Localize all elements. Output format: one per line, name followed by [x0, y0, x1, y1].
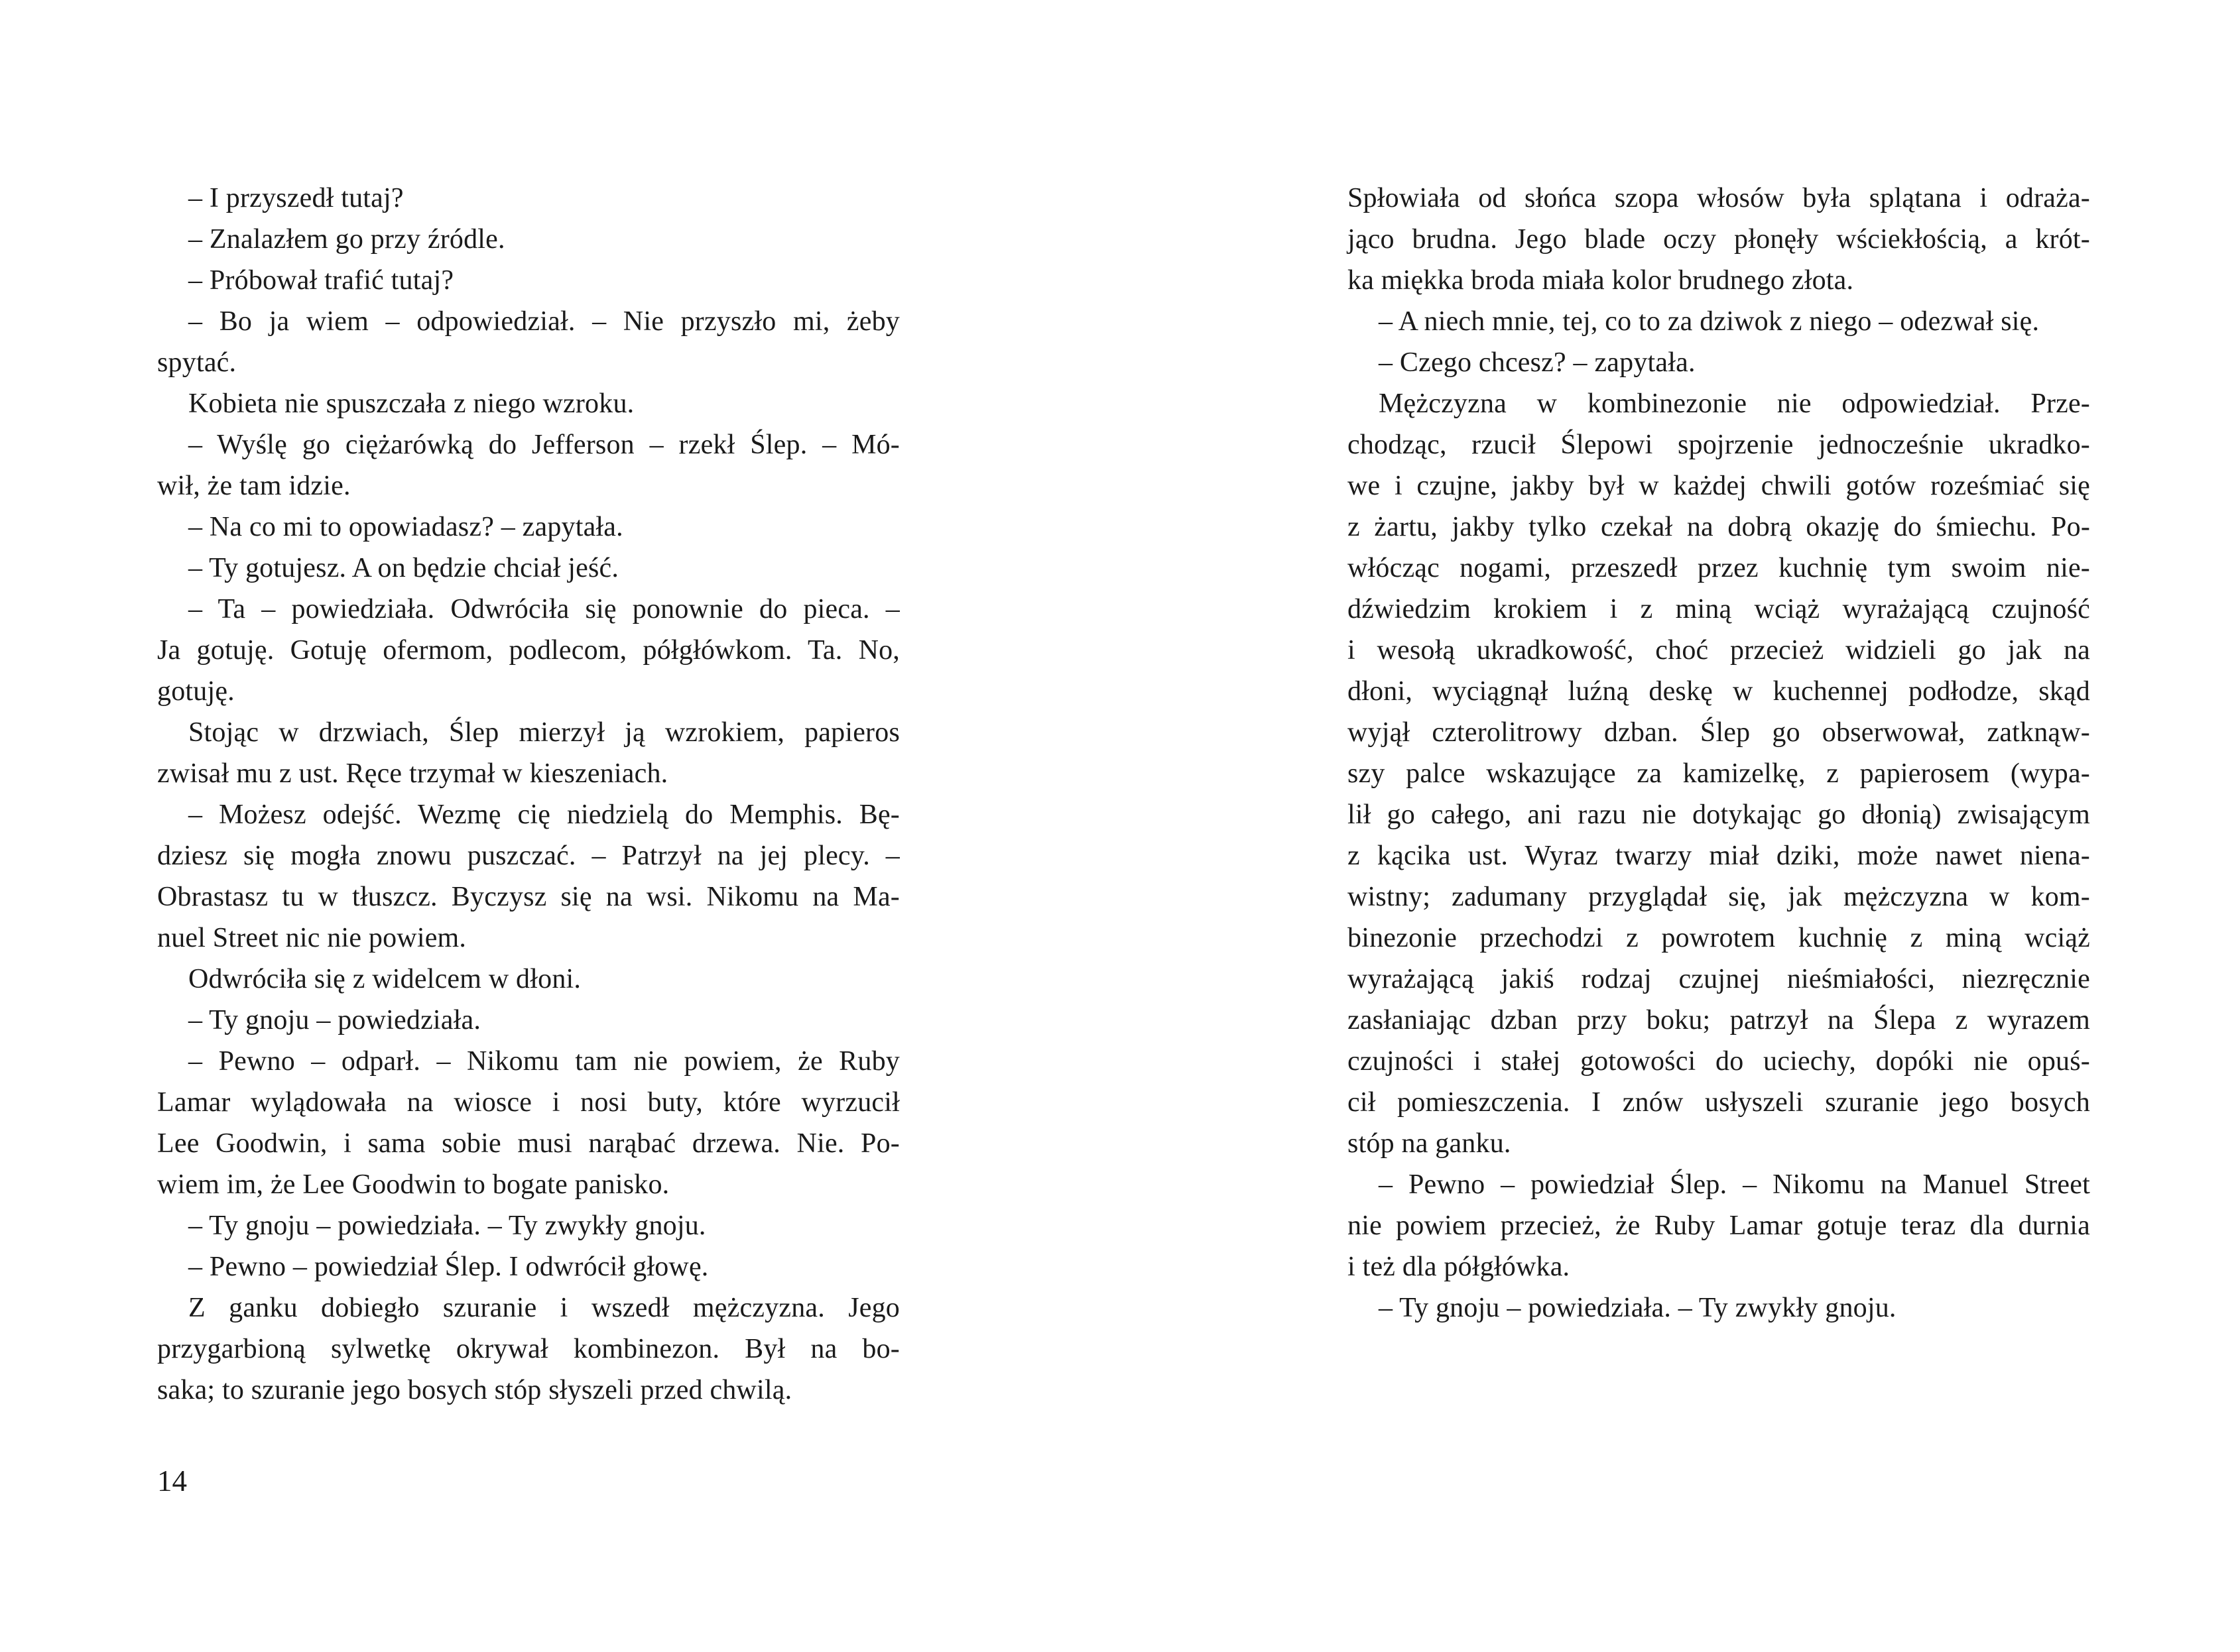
text-line	[157, 219, 900, 260]
text-line	[1347, 1000, 2090, 1041]
text-line-content: stóp na ganku.	[1347, 1128, 1511, 1159]
text-line-content: – Ta – powiedziała. Odwróciła się ponownie do pieca. –	[188, 594, 900, 624]
text-line	[157, 959, 900, 1000]
text-line	[1347, 959, 2090, 1000]
text-line	[1347, 1287, 2090, 1328]
text-line-content: lił go całego, ani razu nie dotykając go dłonią) zwisającym	[1347, 799, 2090, 830]
text-line-content: – Próbował trafić tutaj?	[188, 265, 454, 296]
text-line	[1347, 1041, 2090, 1082]
text-line-content: Lamar wylądowała na wiosce i nosi buty, które wyrzucił	[157, 1087, 900, 1118]
text-line	[157, 342, 900, 383]
text-line	[1347, 178, 2090, 219]
text-line	[1347, 1164, 2090, 1205]
text-line-content: włócząc nogami, przeszedł przez kuchnię tym swoim nie-	[1347, 553, 2090, 583]
text-line-content: – Bo ja wiem – odpowiedział. – Nie przyszło mi, żeby	[188, 306, 900, 337]
text-line	[157, 671, 900, 712]
text-line	[157, 465, 900, 506]
text-line-content: wyrażającą jakiś rodzaj czujnej nieśmiałości, niezręcznie	[1347, 964, 2090, 994]
text-line	[157, 1123, 900, 1164]
text-line	[157, 1041, 900, 1082]
text-line-content: – Ty gnoju – powiedziała. – Ty zwykły gnoju.	[188, 1210, 706, 1241]
text-line-content: – Możesz odejść. Wezmę cię niedzielą do Memphis. Bę-	[188, 799, 900, 830]
text-line-content: dłoni, wyciągnął luźną deskę w kuchennej podłodze, skąd	[1347, 676, 2090, 707]
text-line	[1347, 506, 2090, 548]
text-line	[1347, 1123, 2090, 1164]
page-number: 14	[157, 1464, 187, 1498]
text-line	[157, 178, 900, 219]
text-line	[157, 548, 900, 589]
text-line-content: nuel Street nic nie powiem.	[157, 923, 467, 953]
text-line-content: zasłaniając dzban przy boku; patrzył na Ślepa z wyrazem	[1347, 1005, 2090, 1035]
text-line	[157, 1082, 900, 1123]
text-line	[157, 753, 900, 794]
text-line	[1347, 671, 2090, 712]
text-line	[157, 301, 900, 342]
text-line	[157, 589, 900, 630]
text-line	[157, 1370, 900, 1411]
text-line	[1347, 835, 2090, 876]
text-line-content: – Ty gnoju – powiedziała. – Ty zwykły gnoju.	[1379, 1293, 1897, 1323]
text-line	[157, 1000, 900, 1041]
text-line	[157, 383, 900, 424]
text-line-content: – Ty gnoju – powiedziała.	[188, 1005, 481, 1035]
text-line-content: Mężczyzna w kombinezonie nie odpowiedział. Prze-	[1379, 388, 2090, 419]
text-line	[157, 1287, 900, 1328]
text-line-content: – Wyślę go ciężarówką do Jefferson – rzekł Ślep. – Mó-	[188, 430, 900, 460]
text-line-content: – Pewno – odparł. – Nikomu tam nie powiem, że Ruby	[188, 1046, 900, 1077]
text-line	[1347, 876, 2090, 917]
text-line-content: szy palce wskazujące za kamizelkę, z papierosem (wypa-	[1347, 758, 2090, 789]
text-line	[157, 917, 900, 959]
text-line-content: chodząc, rzucił Ślepowi spojrzenie jednocześnie ukradko-	[1347, 430, 2090, 460]
text-line	[1347, 301, 2090, 342]
text-line-content: – Znalazłem go przy źródle.	[188, 224, 505, 255]
text-line-content: – Czego chcesz? – zapytała.	[1379, 347, 1696, 378]
text-line	[1347, 219, 2090, 260]
text-line	[1347, 712, 2090, 753]
text-line	[1347, 753, 2090, 794]
text-line-content: Lee Goodwin, i sama sobie musi narąbać drzewa. Nie. Po-	[157, 1128, 900, 1159]
text-line-content: saka; to szuranie jego bosych stóp słyszeli przed chwilą.	[157, 1375, 792, 1405]
text-line-content: dźwiedzim krokiem i z miną wciąż wyrażającą czujność	[1347, 594, 2090, 624]
text-line	[1347, 1082, 2090, 1123]
text-line	[157, 1246, 900, 1287]
text-line	[1347, 383, 2090, 424]
text-line-content: spytać.	[157, 347, 237, 378]
text-line-content: Ja gotuję. Gotuję ofermom, podlecom, półgłówkom. Ta. No,	[157, 635, 900, 666]
text-line-content: wistny; zadumany przyglądał się, jak mężczyzna w kom-	[1347, 882, 2090, 912]
text-line-content: Obrastasz tu w tłuszcz. Byczysz się na wsi. Nikomu na Ma-	[157, 882, 900, 912]
text-line-content: wił, że tam idzie.	[157, 471, 351, 501]
text-line	[1347, 917, 2090, 959]
text-line-content: dziesz się mogła znowu puszczać. – Patrzył na jej plecy. –	[157, 841, 900, 871]
text-line-content: we i czujne, jakby był w każdej chwili gotów roześmiać się	[1347, 471, 2090, 501]
text-line-content: jąco brudna. Jego blade oczy płonęły wściekłością, a krót-	[1347, 224, 2090, 255]
text-line	[1347, 342, 2090, 383]
text-line-content: zwisał mu z ust. Ręce trzymał w kieszeniach.	[157, 758, 668, 789]
text-line	[157, 1328, 900, 1370]
text-line-content: wyjął czterolitrowy dzban. Ślep go obserwował, zatknąw-	[1347, 717, 2090, 748]
text-line-content: – I przyszedł tutaj?	[188, 183, 404, 213]
text-line-content: z kącika ust. Wyraz twarzy miał dziki, może nawet niena-	[1347, 841, 2090, 871]
text-line-content: – Ty gotujesz. A on będzie chciał jeść.	[188, 553, 619, 583]
right-page-text-column	[1347, 178, 2090, 1328]
text-line-content: wiem im, że Lee Goodwin to bogate panisko.	[157, 1169, 670, 1200]
text-line	[157, 835, 900, 876]
text-line	[157, 1164, 900, 1205]
text-line	[157, 1205, 900, 1246]
text-line	[157, 506, 900, 548]
text-line	[1347, 794, 2090, 835]
text-line	[157, 712, 900, 753]
text-line	[157, 630, 900, 671]
text-line	[1347, 1246, 2090, 1287]
text-line-content: Kobieta nie spuszczała z niego wzroku.	[188, 388, 635, 419]
text-line-content: gotuję.	[157, 676, 235, 707]
text-line	[1347, 630, 2090, 671]
text-line-content: czujności i stałej gotowości do uciechy, dopóki nie opuś-	[1347, 1046, 2090, 1077]
text-line	[1347, 424, 2090, 465]
text-line	[157, 260, 900, 301]
text-line	[1347, 589, 2090, 630]
text-line	[1347, 548, 2090, 589]
left-page-text-column	[157, 178, 900, 1411]
text-line	[1347, 260, 2090, 301]
text-line-content: przygarbioną sylwetkę okrywał kombinezon. Był na bo-	[157, 1334, 900, 1364]
text-line-content: i też dla półgłówka.	[1347, 1252, 1570, 1282]
text-line	[1347, 1205, 2090, 1246]
text-line-content: binezonie przechodzi z powrotem kuchnię z miną wciąż	[1347, 923, 2090, 953]
text-line-content: – A niech mnie, tej, co to za dziwok z niego – odezwał się.	[1379, 306, 2040, 337]
text-line-content: Stojąc w drzwiach, Ślep mierzył ją wzrokiem, papieros	[188, 717, 900, 748]
text-line	[157, 424, 900, 465]
text-line-content: Spłowiała od słońca szopa włosów była splątana i odraża-	[1347, 183, 2090, 213]
text-line-content: nie powiem przecież, że Ruby Lamar gotuje teraz dla durnia	[1347, 1210, 2090, 1241]
text-line-content: – Pewno – powiedział Ślep. I odwrócił głowę.	[188, 1252, 709, 1282]
text-line	[157, 876, 900, 917]
text-line-content: ka miękka broda miała kolor brudnego złota.	[1347, 265, 1854, 296]
text-line-content: Odwróciła się z widelcem w dłoni.	[188, 964, 582, 994]
text-line-content: z żartu, jakby tylko czekał na dobrą okazję do śmiechu. Po-	[1347, 512, 2090, 542]
text-line-content: i wesołą ukradkowość, choć przecież widzieli go jak na	[1347, 635, 2090, 666]
text-line	[157, 794, 900, 835]
text-line-content: cił pomieszczenia. I znów usłyszeli szuranie jego bosych	[1347, 1087, 2090, 1118]
text-line-content: Z ganku dobiegło szuranie i wszedł mężczyzna. Jego	[188, 1293, 900, 1323]
text-line-content: – Na co mi to opowiadasz? – zapytała.	[188, 512, 623, 542]
text-line	[1347, 465, 2090, 506]
text-line-content: – Pewno – powiedział Ślep. – Nikomu na Manuel Street	[1379, 1169, 2090, 1200]
